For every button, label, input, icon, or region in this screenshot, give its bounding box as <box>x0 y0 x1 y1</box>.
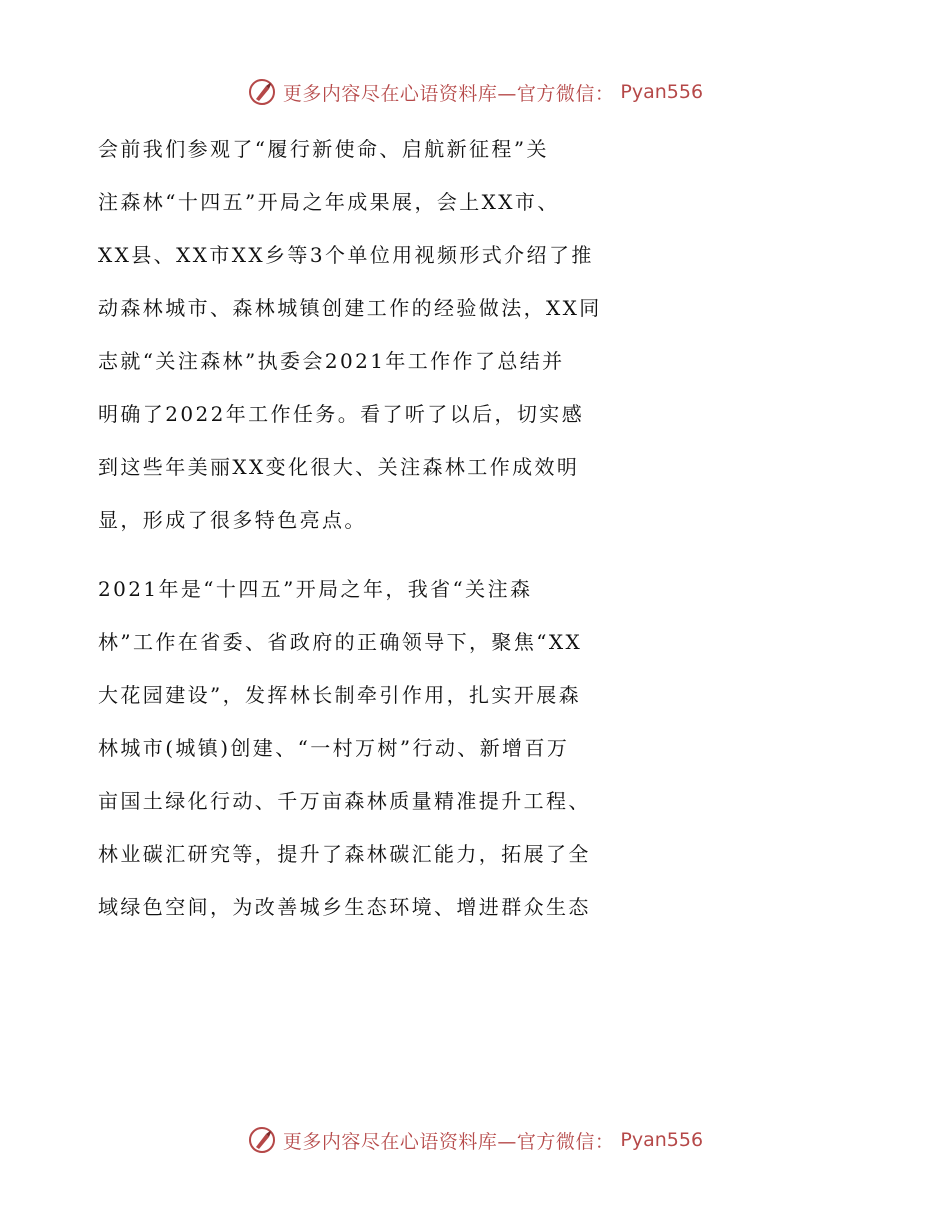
text-line: 林业碳汇研究等，提升了森林碳汇能力，拓展了全 <box>98 842 591 866</box>
pen-nib-icon <box>247 77 277 107</box>
text-line: 域绿色空间，为改善城乡生态环境、增进群众生态 <box>98 895 591 919</box>
text-line: 动森林城市、森林城镇创建工作的经验做法，XX同 <box>98 296 602 320</box>
text-line: 林城市(城镇)创建、“一村万树”行动、新增百万 <box>98 736 570 760</box>
text-line: 明确了2022年工作任务。看了听了以后，切实感 <box>98 402 585 426</box>
pen-nib-icon <box>247 1125 277 1155</box>
text-line: 注森林“十四五”开局之年成果展，会上XX市、 <box>98 190 560 214</box>
header-watermark <box>0 72 950 112</box>
text-line: 林”工作在省委、省政府的正确领导下，聚焦“XX <box>98 630 583 654</box>
text-line: 2021年是“十四五”开局之年，我省“关注森 <box>98 577 533 601</box>
text-line: 到这些年美丽XX变化很大、关注森林工作成效明 <box>98 455 580 479</box>
text-line: 亩国土绿化行动、千万亩森林质量精准提升工程、 <box>98 789 591 813</box>
watermark-brand: Pyan556 <box>620 1129 704 1151</box>
text-line: 志就“关注森林”执委会2021年工作作了总结并 <box>98 349 565 373</box>
paragraph-2 <box>98 563 858 934</box>
footer-watermark <box>0 1120 950 1160</box>
text-line: 会前我们参观了“履行新使命、启航新征程”关 <box>98 137 549 161</box>
watermark-text: 更多内容尽在心语资料库—官方微信： <box>282 82 615 105</box>
document-body <box>98 123 858 950</box>
text-line: 大花园建设”，发挥林长制牵引作用，扎实开展森 <box>98 683 582 707</box>
text-line: XX县、XX市XX乡等3个单位用视频形式介绍了推 <box>98 243 594 267</box>
watermark-brand: Pyan556 <box>620 81 704 103</box>
paragraph-1 <box>98 123 858 547</box>
text-line: 显，形成了很多特色亮点。 <box>98 508 367 532</box>
watermark-text: 更多内容尽在心语资料库—官方微信： <box>282 1130 615 1153</box>
